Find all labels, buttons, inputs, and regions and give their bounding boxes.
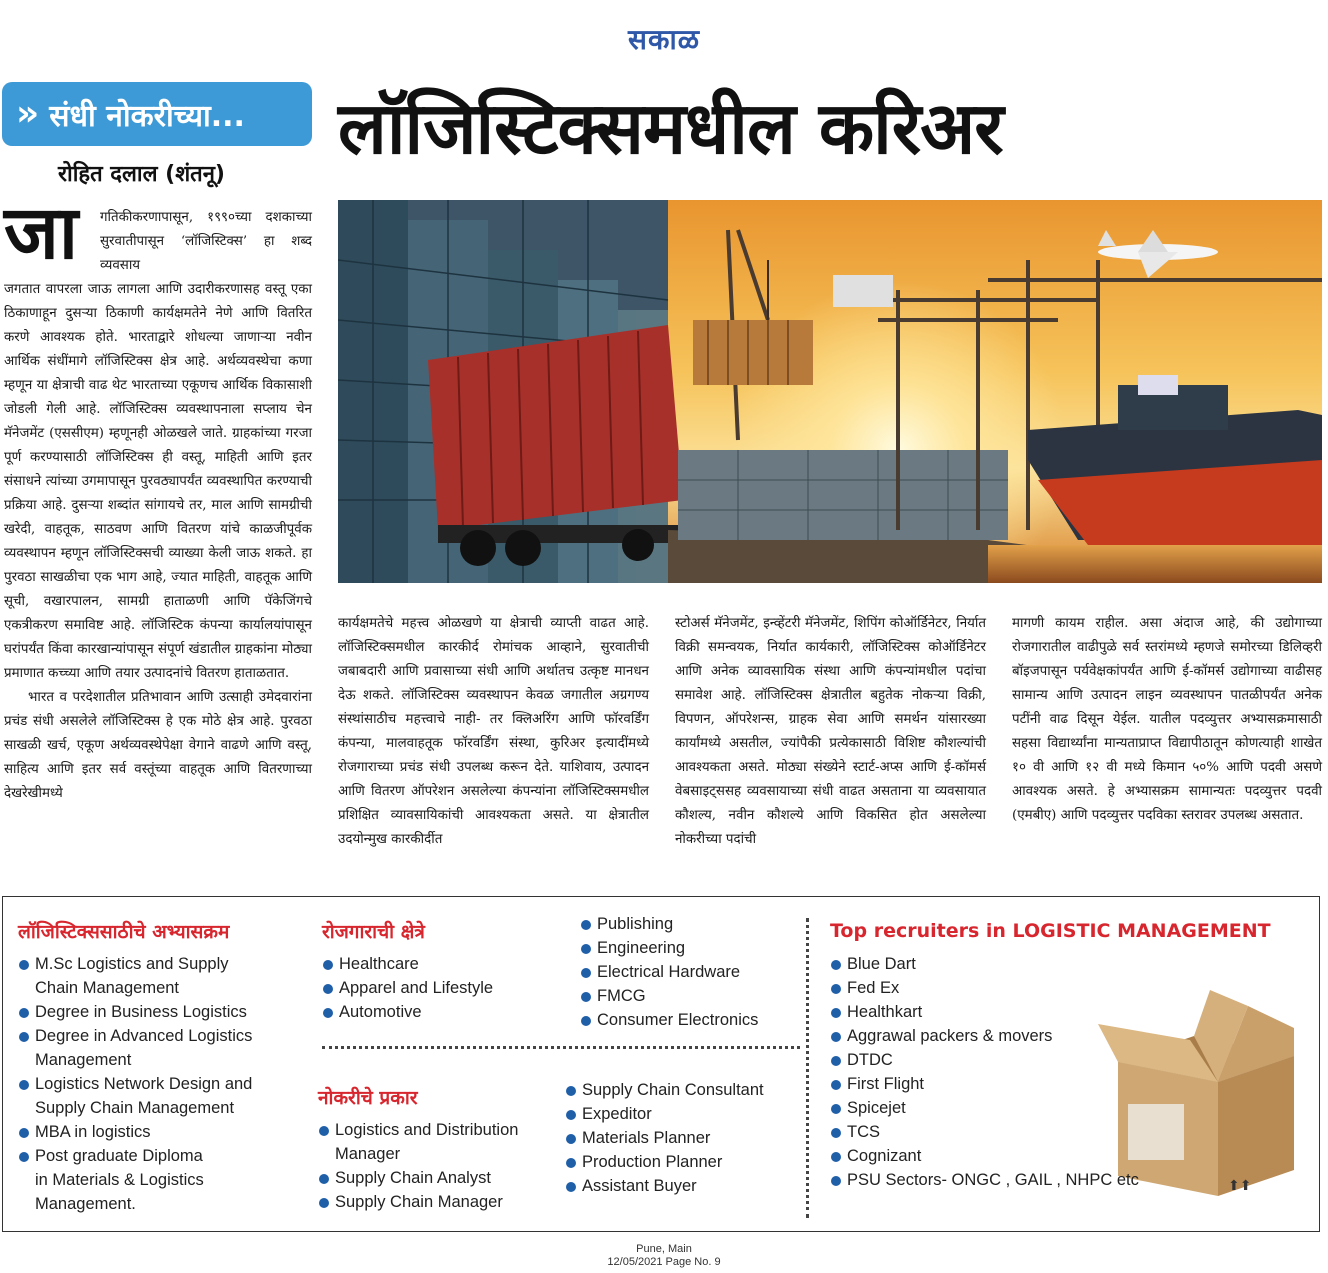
article-lead-text: गतिकीकरणापासून, १९९०च्या दशकाच्या सुरवातीपासून ‘लॉजिस्टिक्स’ हा शब्द व्यवसाय bbox=[100, 210, 312, 273]
list-item: PSU Sectors- ONGC , GAIL , NHPC etc bbox=[830, 1168, 1150, 1192]
article-column-2 bbox=[338, 612, 649, 852]
section-tag-label: संधी नोकरीच्या... bbox=[49, 98, 245, 134]
sectors-list-b bbox=[580, 912, 800, 1032]
list-item: Expeditor bbox=[565, 1102, 801, 1126]
port-logistics-scene-icon bbox=[338, 200, 1322, 583]
list-item: FMCG bbox=[580, 984, 800, 1008]
article-paragraph: जगतात वापरला जाऊ लागला आणि उदारीकरणासह वस्तू एका ठिकाणाहून दुसऱ्या ठिकाणी कार्यक्षमतेने नेणे आणि वितरित करणे आवश्यक होते. भारताद्वारे शोधल्या जाणाऱ्या नवीन आर्थिक संधींमागे लॉजिस्टिक्स क्षेत्र आहे. अर्थव्यवस्थेचा कणा म्हणून या क्षेत्राची वाढ थेट भारताच्या एकूणच आर्थिक विकासाशी जोडली गेली आहे. लॉजिस्टिक्स व्यवस्थापनाला सप्लाय चेन मॅनेजमेंट (एससीएम) म्हणूनही ओळखले जाते. ग्राहकांच्या गरजा पूर्ण करण्यासाठी लॉजिस्टिक्स ही वस्तू, माहिती आणि इतर संसाधने त्यांच्या उगमापासून पुरवठ्यापर्यंत व्यवस्थापित करण्याची प्रक्रिया आहे. दुसऱ्या शब्दांत सांगायचे तर, माल आणि सामग्रीची खरेदी, वाहतूक, साठवण आणि वितरण यांचे काळजीपूर्वक व्यवस्थापन म्हणून लॉजिस्टिक्सची व्याख्या केली जाऊ शकते. हा पुरवठा साखळीचा एक भाग आहे, ज्यात माहिती, वाहतूक आणि सूची, वखारपालन, सामग्री हाताळणी आणि पॅकेजिंगचे एकत्रीकरण समाविष्ट आहे. लॉजिस्टिक कंपन्या कार्यालयांपासून घरांपर्यंत किंवा कारखान्यांपासून संपूर्ण खंडातील ग्राहकांना मोठ्या प्रमाणात कच्च्या आणि तयार उत्पादनांचे वितरण हाताळतात. bbox=[4, 282, 312, 681]
sectors-list-a bbox=[322, 952, 562, 1024]
list-item: First Flight bbox=[830, 1072, 1150, 1096]
port-logistics-image bbox=[338, 200, 1322, 583]
list-item: Publishing bbox=[580, 912, 800, 936]
list-item: Spicejet bbox=[830, 1096, 1150, 1120]
list-item: Fed Ex bbox=[830, 976, 1150, 1000]
article-column-1-top bbox=[100, 206, 312, 278]
byline: रोहित दलाल (शंतनू) bbox=[58, 162, 225, 187]
list-item: Blue Dart bbox=[830, 952, 1150, 976]
list-item: Logistics Network Design and Supply Chain Management bbox=[18, 1072, 308, 1120]
date-page-label: 12/05/2021 Page No. 9 bbox=[607, 1256, 721, 1268]
section-tag bbox=[2, 82, 312, 146]
article-paragraph: भारत व परदेशातील प्रतिभावान आणि उत्साही उमेदवारांना प्रचंड संधी असलेले लॉजिस्टिक्स हे एक मोठे क्षेत्र आहे. पुरवठा साखळी खर्च, एकूण अर्थव्यवस्थेपेक्षा वेगाने वाढणे आणि वस्तू, साहित्य आणि इतर सर्व वस्तूंच्या वाहतूक आणि वितरणाच्या देखरेखीमध्ये bbox=[4, 690, 312, 801]
list-item: Aggrawal packers & movers bbox=[830, 1024, 1150, 1048]
job-types-heading: नोकरीचे प्रकार bbox=[318, 1087, 418, 1109]
divider bbox=[806, 918, 809, 1218]
list-item: Consumer Electronics bbox=[580, 1008, 800, 1032]
list-item: Assistant Buyer bbox=[565, 1174, 801, 1198]
list-item: Supply Chain Consultant bbox=[565, 1078, 801, 1102]
list-item: Automotive bbox=[322, 1000, 562, 1024]
article-column-3 bbox=[675, 612, 986, 852]
chevron-icon: » bbox=[16, 93, 40, 134]
job-types-list-b bbox=[565, 1078, 801, 1198]
list-item: Materials Planner bbox=[565, 1126, 801, 1150]
article-paragraph: मागणी कायम राहील. असा अंदाज आहे, की उद्योगाच्या रोजगारातील वाढीपुळे सर्व स्तरांमध्ये म्हणजे समोरच्या डिलिव्हरी बॉइजपासून पर्यवेक्षकांपर्यंत आणि ई-कॉमर्स उद्योगाच्या वाढीसह सामान्य आणि उत्पादन लाइन व्यवस्थापन पातळीपर्यंत अनेक पटींनी वाढ दिसून येईल. यातील पदव्युत्तर अभ्यासक्रमासाठी सहसा विद्यार्थ्यांना मान्यताप्राप्त विद्यापीठातून कोणत्याही शाखेत १० वी आणि १२ वी मध्ये किमान ५०% आणि पदवी असणे आवश्यक असते. हे अभ्यासक्रम सामान्यतः पदव्युत्तर पदवी (एमबीए) आणि पदव्युत्तर पदविका स्तरावर उपलब्ध असतात. bbox=[1012, 616, 1322, 823]
sectors-heading: रोजगाराची क्षेत्रे bbox=[322, 921, 425, 943]
job-types-list-a bbox=[318, 1118, 563, 1214]
list-item: Healthkart bbox=[830, 1000, 1150, 1024]
recruiters-list bbox=[830, 952, 1150, 1192]
article-paragraph: स्टोअर्स मॅनेजमेंट, इन्व्हेंटरी मॅनेजमेंट, शिपिंग कोऑर्डिनेटर, निर्यात विक्री समन्वयक, निर्यात कार्यकारी, लॉजिस्टिक्स कोऑर्डिनेटर आणि अनेक व्यावसायिक संस्था आणि कंपन्यांमधील पदांचा समावेश आहे. लॉजिस्टिक्स क्षेत्रातील बहुतेक नोकऱ्या विक्री, विपणन, ऑपरेशन्स, ग्राहक सेवा आणि समर्थन यांसारख्या कार्यांमध्ये असतील, ज्यांपैकी प्रत्येकासाठी विशिष्ट कौशल्यांची आवश्यकता असते. मोठ्या संख्येने स्टार्ट-अप्स आणि ई-कॉमर्स वेबसाइट्ससह व्यवसायाच्या संधी वाढत असताना या व्यवसायात कौशल्य, नवीन कौशल्ये आणि विकसित होत असलेल्या नोकरीच्या पदांची bbox=[675, 616, 986, 847]
edition-label: Pune, Main bbox=[636, 1243, 692, 1255]
list-item: Degree in Advanced Logistics Management bbox=[18, 1024, 308, 1072]
list-item: Healthcare bbox=[322, 952, 562, 976]
list-item: Cognizant bbox=[830, 1144, 1150, 1168]
courses-list bbox=[18, 952, 308, 1216]
headline: लॉजिस्टिक्समधील करिअर bbox=[338, 86, 1003, 170]
page-footer bbox=[0, 1243, 1328, 1269]
list-item: Supply Chain Manager bbox=[318, 1190, 563, 1214]
article-column-1 bbox=[4, 278, 312, 806]
svg-text:⬆⬆: ⬆⬆ bbox=[1228, 1178, 1252, 1194]
list-item: Post graduate Diploma in Materials & Logistics Management. bbox=[18, 1144, 308, 1216]
recruiters-heading: Top recruiters in LOGISTIC MANAGEMENT bbox=[830, 920, 1271, 942]
list-item: Production Planner bbox=[565, 1150, 801, 1174]
drop-cap: जा bbox=[4, 190, 79, 276]
list-item: Logistics and Distribution Manager bbox=[318, 1118, 563, 1166]
article-paragraph: कार्यक्षमतेचे महत्त्व ओळखणे या क्षेत्राची व्याप्ती वाढत आहे. लॉजिस्टिक्समधील कारकीर्द रोमांचक आव्हाने, सुरवातीची जबाबदारी आणि प्रवासाच्या संधी आणि अर्थातच उत्कृष्ट मानधन देऊ शकते. लॉजिस्टिक्स व्यवस्थापन केवळ जगातील अग्रगण्य संस्थांसाठीच महत्त्वाचे नाही- तर क्लिअरिंग आणि फॉरवर्डिंग कंपन्या, मालवाहतूक फॉरवर्डिंग संस्था, कुरिअर इत्यादींमध्ये रोजगाराच्या प्रचंड संधी उपलब्ध करून देते. याशिवाय, उत्पादन आणि वितरण ऑपरेशन असलेल्या कंपन्यांना लॉजिस्टिक्समधील प्रशिक्षित व्यावसायिकांची आवश्यकता असते. या क्षेत्रातील उदयोन्मुख कारकीर्दीत bbox=[338, 616, 649, 847]
courses-heading: लॉजिस्टिक्ससाठीचे अभ्यासक्रम bbox=[18, 921, 230, 943]
list-item: Engineering bbox=[580, 936, 800, 960]
list-item: Degree in Business Logistics bbox=[18, 1000, 308, 1024]
list-item: DTDC bbox=[830, 1048, 1150, 1072]
newspaper-masthead: सकाळ bbox=[628, 23, 700, 56]
list-item: Supply Chain Analyst bbox=[318, 1166, 563, 1190]
list-item: MBA in logistics bbox=[18, 1120, 308, 1144]
article-column-4 bbox=[1012, 612, 1322, 828]
list-item: Electrical Hardware bbox=[580, 960, 800, 984]
divider bbox=[322, 1046, 800, 1049]
list-item: Apparel and Lifestyle bbox=[322, 976, 562, 1000]
list-item: M.Sc Logistics and Supply Chain Management bbox=[18, 952, 308, 1000]
list-item: TCS bbox=[830, 1120, 1150, 1144]
